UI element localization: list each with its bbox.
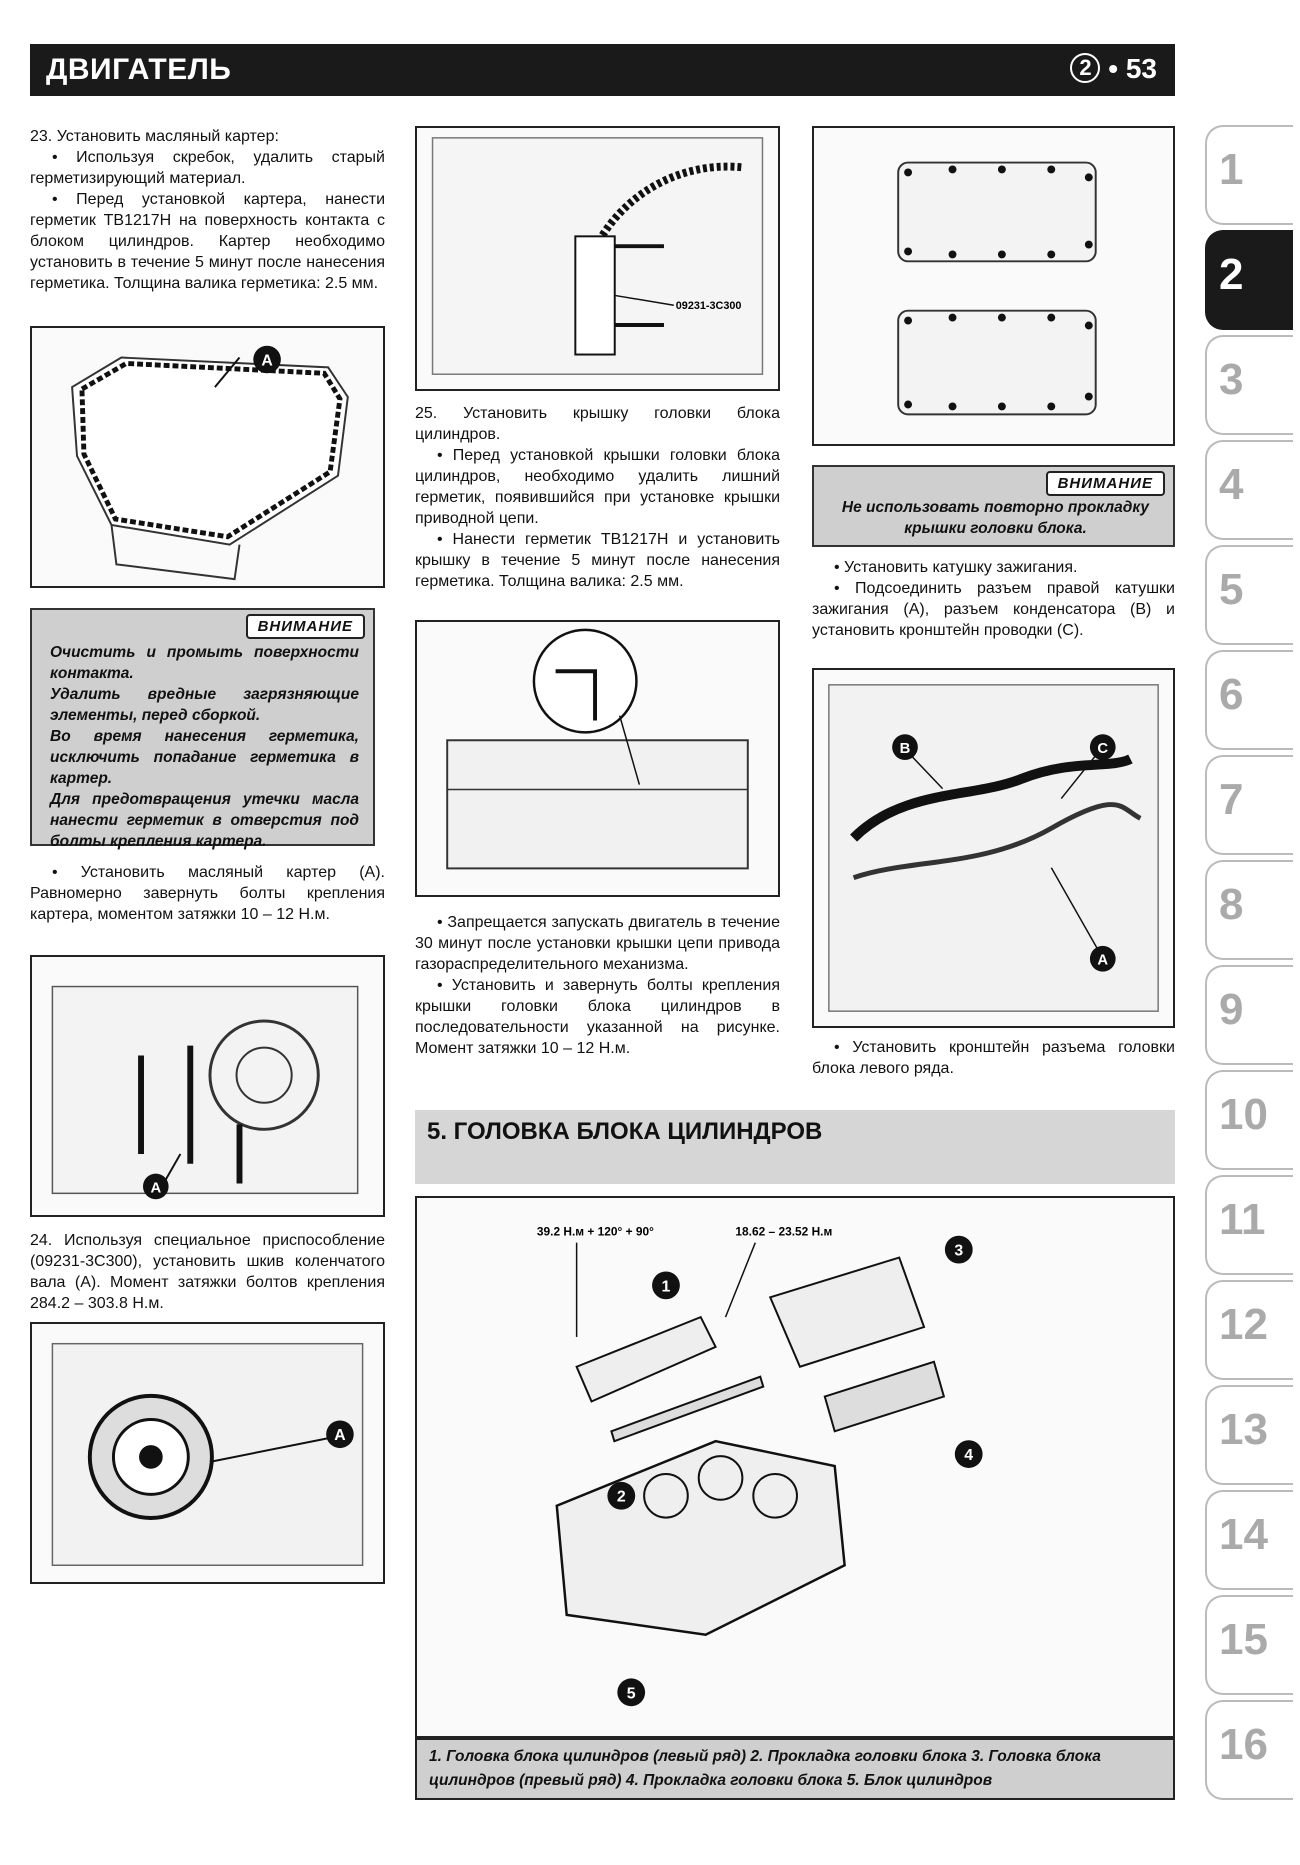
step-25-bullet-4: • Установить и завернуть болты крепления крышки головки блока цилиндров в последовательности указанной на рисунке. Момент затяжки 10 – 12 Н.м. — [415, 977, 780, 1057]
chapter-tab-2[interactable]: 2 — [1205, 230, 1293, 330]
chapter-tab-7[interactable]: 7 — [1205, 755, 1293, 855]
step-23-bullet-3-text — [30, 862, 385, 925]
step-24: 24. Используя специальное приспособление (09231-3С300), установить шкив коленчатого вала (А). Момент затяжки болтов крепления 284.2 – 303.8 Н.м. — [30, 1232, 385, 1312]
step-23-bullet-3: • Установить масляный картер (А). Равномерно завернуть болты крепления картера, моментом затяжки 10 – 12 Н.м. — [30, 864, 385, 923]
cylinder-head-cover-sealant-figure — [415, 620, 780, 897]
exploded-callout-3: 3 — [954, 1242, 964, 1260]
section-title: 5. ГОЛОВКА БЛОКА ЦИЛИНДРОВ — [427, 1118, 823, 1145]
section-heading — [415, 1110, 1175, 1184]
warning-line-4: Для предотвращения утечки масла нанести герметик в отверстия под болты крепления картера. — [50, 791, 359, 850]
ignition-coil-drawing — [814, 670, 1173, 1026]
cylinder-head-exploded-figure — [415, 1196, 1175, 1738]
oil-pan-bolts-drawing — [32, 957, 383, 1215]
chapter-tab-12[interactable]: 12 — [1205, 1280, 1293, 1380]
oil-pan-callout-a: A — [261, 352, 273, 370]
chapter-tab-13[interactable]: 13 — [1205, 1385, 1293, 1485]
page-header — [30, 44, 1175, 96]
chapter-tab-8[interactable]: 8 — [1205, 860, 1293, 960]
exploded-callout-2: 2 — [616, 1488, 626, 1506]
step-25-more-text — [415, 912, 780, 1059]
ignition-bullet-2: • Подсоединить разъем правой катушки зажигания (А), разъем конденсатора (В) и установить кронштейн проводки (С). — [812, 580, 1175, 639]
bolt-sequence-figure — [812, 126, 1175, 446]
bolts-callout-a: A — [150, 1180, 162, 1197]
step-23-bullet-2: • Перед установкой картера, нанести герметик TB1217H на поверхность контакта с блоком цилиндров. Картер необходимо установить в течение 5 минут после нанесения герметика. Толщина валика герметика: 2.5 мм. — [30, 191, 385, 292]
step-25-bullet-1: • Перед установкой крышки головки блока цилиндров, необходимо удалить лишний герметик, появившийся при установке крышки приводной цепи. — [415, 447, 780, 527]
step-25-bullet-3: • Запрещается запускать двигатель в течение 30 минут после установки крышки цепи привода газораспределительного механизма. — [415, 914, 780, 973]
chapter-title: ДВИГАТЕЛЬ — [46, 53, 232, 86]
chapter-tab-16[interactable]: 16 — [1205, 1700, 1293, 1800]
bracket-text — [812, 1037, 1175, 1079]
crankshaft-pulley-figure — [30, 1322, 385, 1584]
exploded-drawing — [417, 1198, 1173, 1736]
tool-number-label: 09231-3C300 — [675, 300, 742, 313]
page-number-text: • 53 — [1108, 53, 1157, 84]
torque-spec-2: 18.62 – 23.52 Н.м — [735, 1224, 833, 1239]
exploded-callout-1: 1 — [661, 1278, 671, 1296]
step-23-bullet-1: • Используя скребок, удалить старый герметизирующий материал. — [30, 149, 385, 187]
warning-line-3: Во время нанесения герметика, исключить попадание герметика в картер. — [50, 728, 359, 787]
bolt-sequence-drawing — [814, 128, 1173, 444]
step-23-text — [30, 126, 385, 294]
oil-pan-bolts-figure — [30, 955, 385, 1217]
step-24-text — [30, 1230, 385, 1314]
warning-box-1 — [30, 608, 375, 850]
exploded-callout-4: 4 — [964, 1447, 974, 1465]
warning-tag-2: ВНИМАНИЕ — [1046, 471, 1165, 496]
ignition-coil-figure — [812, 668, 1175, 1028]
warning-text-2: Не использовать повторно прокладку крышки головки блока. — [841, 499, 1150, 537]
coil-callout-c: C — [1097, 741, 1109, 758]
coil-callout-b: B — [899, 741, 911, 758]
step-25-title: 25. Установить крышку головки блока цилиндров. — [415, 405, 780, 443]
ignition-bullet-1: • Установить катушку зажигания. — [834, 559, 1078, 576]
chapter-tab-3[interactable]: 3 — [1205, 335, 1293, 435]
page-number — [1070, 53, 1157, 85]
chapter-tab-15[interactable]: 15 — [1205, 1595, 1293, 1695]
figure-caption: 1. Головка блока цилиндров (левый ряд) 2. Прокладка головки блока 3. Головка блока цилиндров (превый ряд) 4. Прокладка головки блока 5. Блок цилиндров — [415, 1738, 1175, 1800]
timing-cover-figure — [415, 126, 780, 391]
step-25-text — [415, 403, 780, 592]
step-25-bullet-2: • Нанести герметик TB1217H и установить крышку в течение 5 минут после нанесения герметика. Толщина валика: 2.5 мм. — [415, 531, 780, 590]
chapter-tab-11[interactable]: 11 — [1205, 1175, 1293, 1275]
chapter-tab-1[interactable]: 1 — [1205, 125, 1293, 225]
crankshaft-pulley-drawing — [32, 1324, 383, 1582]
chapter-tab-9[interactable]: 9 — [1205, 965, 1293, 1065]
step-23-title: 23. Установить масляный картер: — [30, 128, 279, 145]
chapter-tab-4[interactable]: 4 — [1205, 440, 1293, 540]
ignition-coil-text — [812, 557, 1175, 641]
warning-line-1: Очистить и промыть поверхности контакта. — [50, 644, 359, 682]
timing-cover-drawing — [417, 128, 778, 389]
oil-pan-figure — [30, 326, 385, 588]
oil-pan-drawing — [32, 328, 383, 586]
chapter-tab-10[interactable]: 10 — [1205, 1070, 1293, 1170]
warning-line-2: Удалить вредные загрязняющие элементы, перед сборкой. — [50, 686, 359, 724]
sealant-drawing — [417, 622, 778, 895]
pulley-callout-a: A — [334, 1427, 346, 1445]
warning-box-2 — [812, 465, 1175, 547]
chapter-tab-6[interactable]: 6 — [1205, 650, 1293, 750]
warning-tag: ВНИМАНИЕ — [246, 614, 365, 639]
chapter-number-badge: 2 — [1070, 53, 1100, 83]
chapter-tab-14[interactable]: 14 — [1205, 1490, 1293, 1590]
bracket-bullet: • Установить кронштейн разъема головки блока левого ряда. — [812, 1039, 1175, 1077]
torque-spec-1: 39.2 Н.м + 120° + 90° — [536, 1224, 654, 1239]
exploded-callout-5: 5 — [626, 1685, 636, 1703]
coil-callout-a: A — [1097, 952, 1109, 969]
chapter-tab-5[interactable]: 5 — [1205, 545, 1293, 645]
